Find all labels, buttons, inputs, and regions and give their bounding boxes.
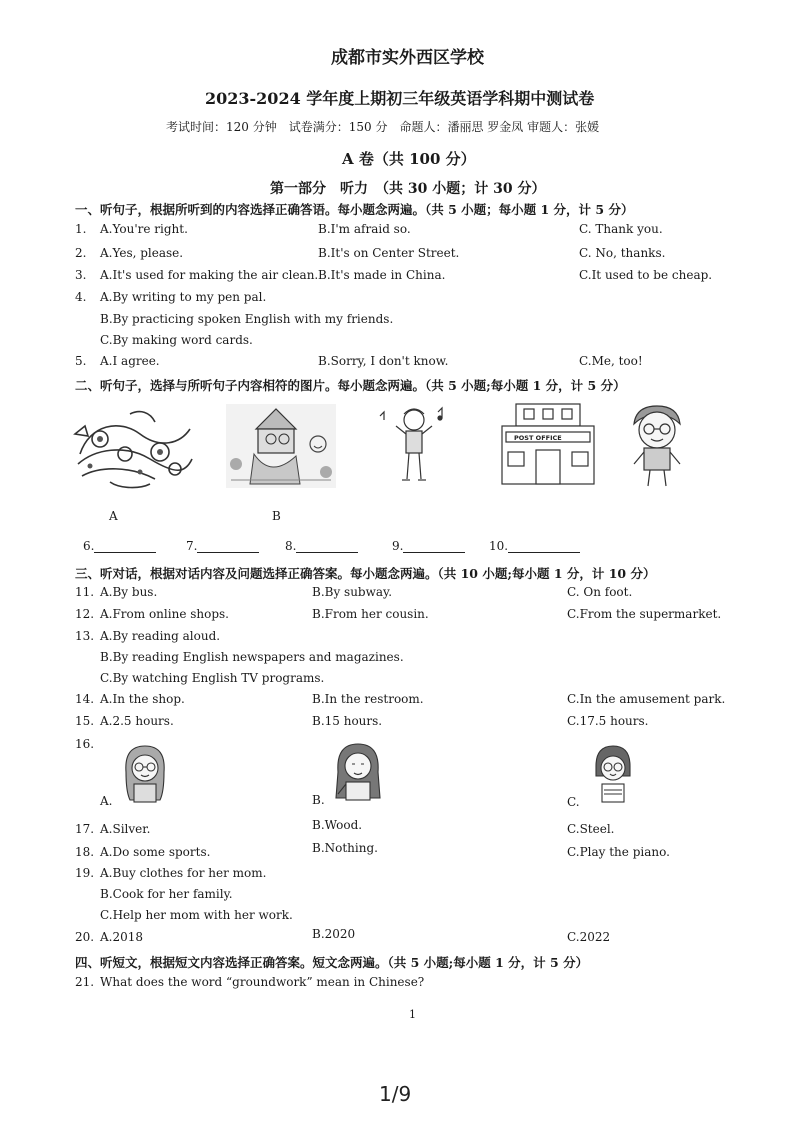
- option-a: A.By writing to my pen pal.: [100, 290, 267, 304]
- option-c: C.It used to be cheap.: [579, 268, 713, 282]
- blank-number: 9.: [392, 539, 404, 553]
- option-a: A.2018: [100, 930, 144, 944]
- option-a: A.I agree.: [100, 354, 160, 368]
- question-number: 19.: [75, 866, 95, 880]
- option-c: C.17.5 hours.: [567, 714, 649, 728]
- section2-instruction: 二、听句子，选择与所听句子内容相符的图片。每小题念两遍。（共 5 小题;每小题 1 分，计 5 分）: [75, 378, 626, 393]
- option-c: C.Me, too!: [579, 354, 643, 368]
- section1-instruction: 一、听句子，根据所听到的内容选择正确答语。每小题念两遍。（共 5 小题；每小题 1 分，计 5 分）: [75, 202, 634, 217]
- picture-c-singing-girl: [378, 404, 450, 490]
- option-c: C.In the amusement park.: [567, 692, 726, 706]
- question-number: 2.: [75, 246, 87, 260]
- question-number: 11.: [75, 585, 95, 599]
- option-c: C. Thank you.: [579, 222, 663, 236]
- q16-label-c: C.: [567, 795, 580, 809]
- page-indicator: 1/9: [379, 1082, 412, 1106]
- section3-instruction: 三、听对话，根据对话内容及问题选择正确答案。每小题念两遍。（共 10 小题;每小题 1 分，计 10 分）: [75, 566, 656, 581]
- option-b: B.In the restroom.: [312, 692, 424, 706]
- option-a: A.You're right.: [100, 222, 188, 236]
- option-a: A.By bus.: [100, 585, 158, 599]
- picture-d-post-office: [498, 402, 598, 486]
- exam-info: 考试时间：120 分钟 试卷满分：150 分 命题人：潘丽思 罗金凤 审题人：张媛: [166, 120, 600, 134]
- picture-e-boy-glasses: [626, 402, 688, 488]
- option-c: C.2022: [567, 930, 611, 944]
- question-number: 12.: [75, 607, 95, 621]
- q16-picture-b-girl-long-hair: [330, 740, 386, 804]
- option-a: A.Do some sports.: [100, 845, 211, 859]
- blank-number: 8.: [285, 539, 297, 553]
- answer-blank-10[interactable]: [489, 539, 580, 553]
- option-a: A.From online shops.: [100, 607, 229, 621]
- option-c: C. On foot.: [567, 585, 633, 599]
- picture-a-dragon: [70, 404, 200, 492]
- option-b: B.By reading English newspapers and magazines.: [100, 650, 404, 664]
- question-number: 20.: [75, 930, 95, 944]
- option-a: A.By reading aloud.: [100, 629, 221, 643]
- q16-label-b: B.: [312, 793, 325, 807]
- option-b: B.From her cousin.: [312, 607, 429, 621]
- question-number: 14.: [75, 692, 95, 706]
- option-b: B.By subway.: [312, 585, 393, 599]
- part1-heading: 第一部分 听力 （共 30 小题；计 30 分）: [270, 181, 546, 197]
- paper-a-heading: A 卷（共 100 分）: [342, 150, 476, 168]
- option-c: C. No, thanks.: [579, 246, 666, 260]
- option-b: B.I'm afraid so.: [318, 222, 411, 236]
- answer-blank-8[interactable]: [285, 539, 358, 553]
- option-b: B.15 hours.: [312, 714, 383, 728]
- question-number: 5.: [75, 354, 87, 368]
- question-number: 13.: [75, 629, 95, 643]
- question-number: 3.: [75, 268, 87, 282]
- q16-picture-c-girl-short-hair: [590, 742, 636, 804]
- question-number: 17.: [75, 822, 95, 836]
- picture-b-label: B: [272, 509, 281, 523]
- option-b: B.Sorry, I don't know.: [318, 354, 449, 368]
- answer-blank-6[interactable]: [83, 539, 156, 553]
- option-b: B.By practicing spoken English with my friends.: [100, 312, 394, 326]
- option-a: A.In the shop.: [100, 692, 185, 706]
- q16-picture-a-girl-glasses: [120, 742, 170, 804]
- option-c: C.By making word cards.: [100, 333, 253, 347]
- exam-title: 2023-2024 学年度上期初三年级英语学科期中测试卷: [205, 89, 595, 108]
- blank-number: 7.: [186, 539, 198, 553]
- question-number: 15.: [75, 714, 95, 728]
- option-a: A.Yes, please.: [100, 246, 184, 260]
- question-number: 16.: [75, 737, 95, 751]
- option-b: B.2020: [312, 927, 356, 941]
- blank-number: 6.: [83, 539, 95, 553]
- option-b: B.Cook for her family.: [100, 887, 233, 901]
- q16-label-a: A.: [100, 794, 113, 808]
- answer-blank-9[interactable]: [392, 539, 465, 553]
- option-c: C.From the supermarket.: [567, 607, 722, 621]
- question-number: 18.: [75, 845, 95, 859]
- option-b: B.It's on Center Street.: [318, 246, 460, 260]
- option-c: C.Steel.: [567, 822, 615, 836]
- page-number: 1: [409, 1008, 416, 1021]
- section4-instruction: 四、听短文，根据短文内容选择正确答案。短文念两遍。（共 5 小题;每小题 1 分，计 5 分）: [75, 955, 589, 970]
- option-c: C.By watching English TV programs.: [100, 671, 325, 685]
- option-b: B.It's made in China.: [318, 268, 446, 282]
- question-number: 1.: [75, 222, 87, 236]
- option-a: A.Silver.: [100, 822, 151, 836]
- option-b: B.Wood.: [312, 818, 363, 832]
- question-text: What does the word “groundwork” mean in Chinese?: [100, 975, 425, 989]
- option-a: A.Buy clothes for her mom.: [100, 866, 267, 880]
- school-name: 成都市实外西区学校: [331, 48, 484, 68]
- option-a: A.2.5 hours.: [100, 714, 174, 728]
- blank-number: 10.: [489, 539, 509, 553]
- picture-b-students: [226, 404, 336, 488]
- question-number: 4.: [75, 290, 87, 304]
- picture-a-label: A: [109, 509, 118, 523]
- post-office-sign: POST OFFICE: [514, 434, 562, 442]
- question-number: 21.: [75, 975, 95, 989]
- option-b: B.Nothing.: [312, 841, 378, 855]
- option-a: A.It's used for making the air clean.: [100, 268, 319, 282]
- option-c: C.Play the piano.: [567, 845, 670, 859]
- answer-blank-7[interactable]: [186, 539, 259, 553]
- option-c: C.Help her mom with her work.: [100, 908, 293, 922]
